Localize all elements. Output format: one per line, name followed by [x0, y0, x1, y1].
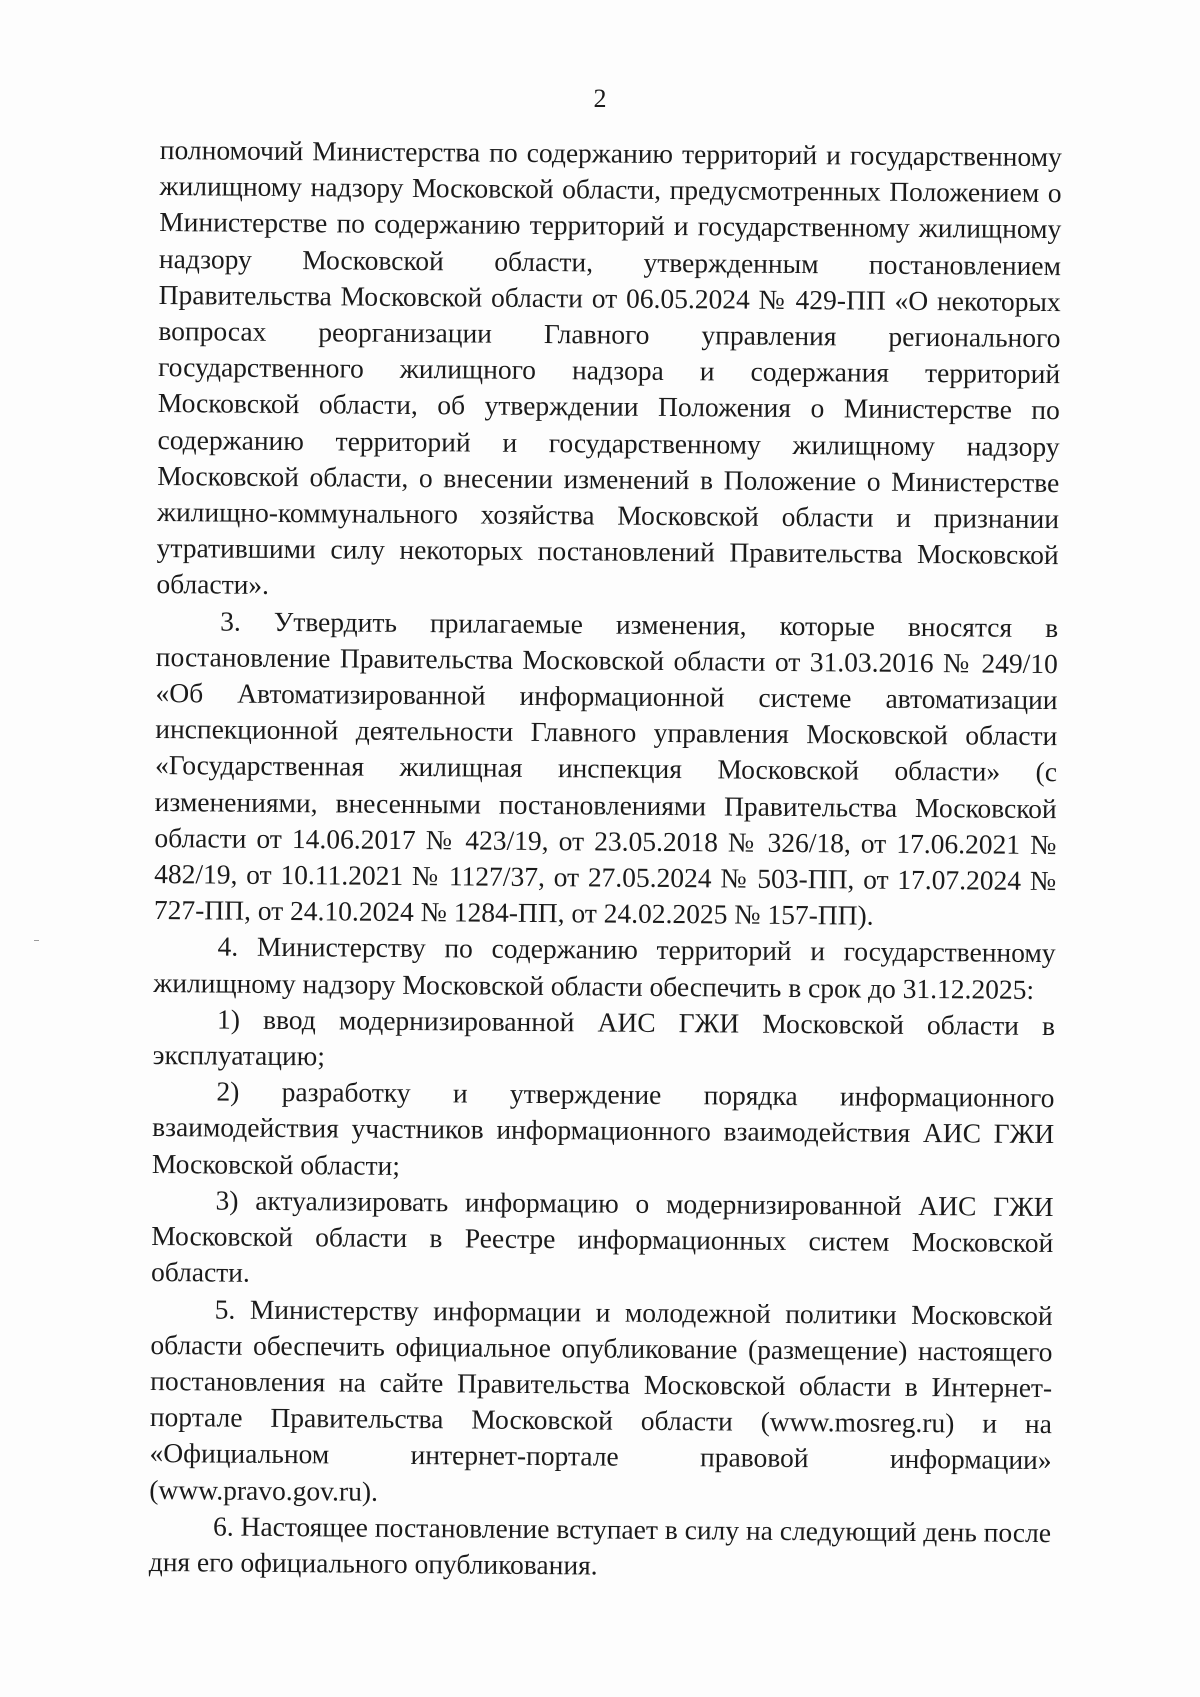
subitem-4-1: 1) ввод модернизированной АИС ГЖИ Московской области в эксплуатацию; — [152, 1003, 1056, 1072]
document-body — [149, 132, 1062, 1587]
paragraph-item-4: 4. Министерству по содержанию территорий и государственному жилищному надзору Московской области обеспечить в срок до 31.12.2025: — [153, 930, 1056, 1005]
scan-margin-mark — [34, 940, 39, 941]
subitem-4-2: 2) разработку и утверждение порядка информационного взаимодействия участников информационного взаимодействия АИС ГЖИ Московской области; — [151, 1075, 1055, 1181]
page-number: 2 — [593, 84, 607, 113]
paragraph-item-3: 3. Утвердить прилагаемые изменения, которые вносятся в постановление Правительства Московской области от 31.03.2016 № 249/10 «Об Автоматизированной информационной системе автоматизации инспекционной деятельности Главного управления Московской области «Государственная жилищная инспекция Московской области» (с изменениями, внесенными постановлениями Правительства Московской области от 14.06.2017 № 423/19, от 23.05.2018 № 326/18, от 17.06.2021 № 482/19, от 10.11.2021 № 1127/37, от 27.05.2024 № 503-ПП, от 17.07.2024 № 727-ПП, от 24.10.2024 № 1284-ПП, от 24.02.2025 № 157-ПП). — [153, 605, 1059, 931]
subitem-4-3: 3) актуализировать информацию о модернизированной АИС ГЖИ Московской области в Реестре информационных систем Московской области. — [150, 1184, 1054, 1289]
paragraph-item-6: 6. Настоящее постановление вступает в силу на следующий день после дня его официального опубликования. — [148, 1510, 1052, 1581]
paragraph-item-5: 5. Министерству информации и молодежной политики Московской области обеспечить официальное опубликование (размещение) настоящего постановления на сайте Правительства Московской области в Интернет-портале Правительства Московской области (www.mosreg.ru) и на «Официальном интернет-портале правовой информации» (www.pravo.gov.ru). — [149, 1292, 1053, 1507]
paragraph-continuation: полномочий Министерства по содержанию территорий и государственному жилищному надзору Московской области, предусмотренных Положением о Министерстве по содержанию территорий и государственному жилищному надзору Московской области, утвержденным постановлением Правительства Московской области от 06.05.2024 № 429-ПП «О некоторых вопросах реорганизации Главного управления регионального государственного жилищного надзора и содержания территорий Московской области, об утверждении Положения о Министерстве по содержанию территорий и государственному жилищному надзору Московской области, о внесении изменений в Положение о Министерстве жилищно-коммунального хозяйства Московской области и признании утратившими силу некоторых постановлений Правительства Московской области». — [156, 133, 1062, 601]
